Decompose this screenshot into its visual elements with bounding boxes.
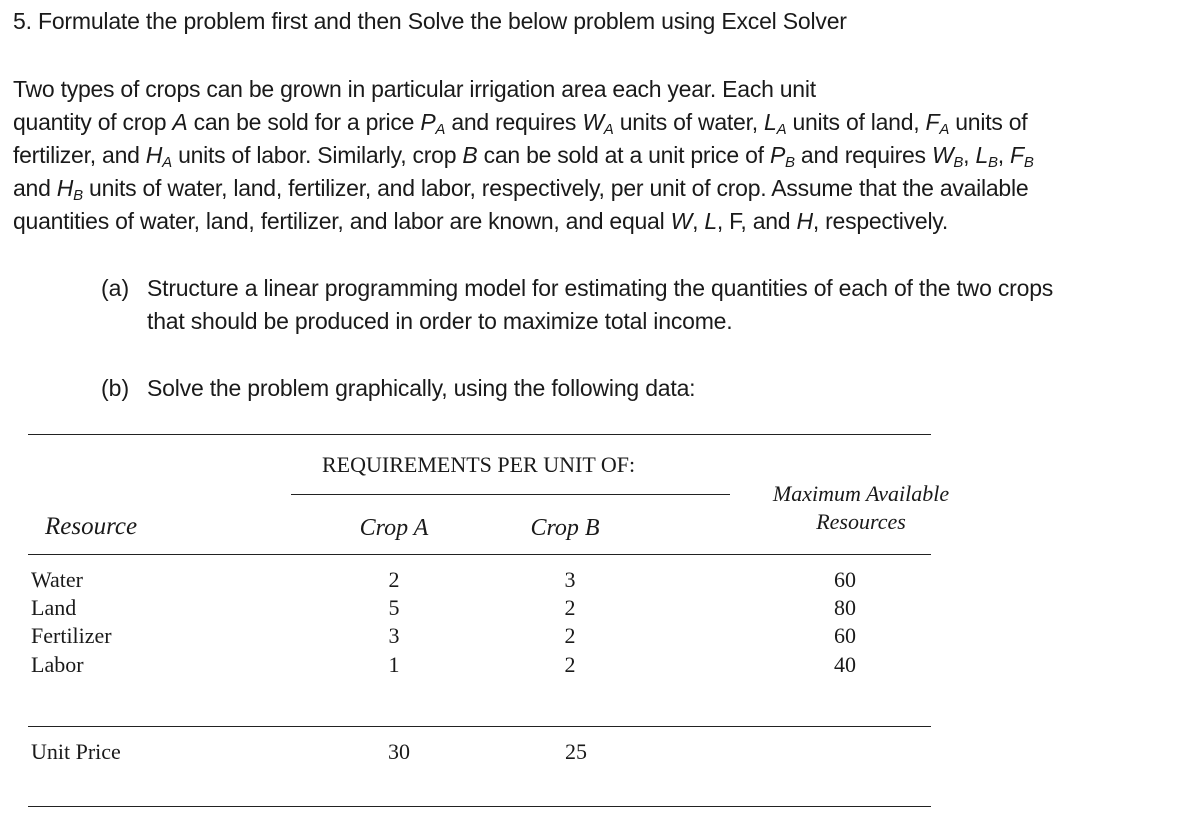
cell-resource: Fertilizer — [31, 623, 112, 648]
price-crop-a: 30 — [388, 739, 410, 764]
part-a-text-line-2: that should be produced in order to maximize total income. — [147, 308, 733, 334]
paragraph-line-3: fertilizer, and $H_A$ units of labor. Similarly, crop B can be sold at a unit price of $P_B$ and requires $W_B$, $L_B$, $F_B$ — [13, 142, 1034, 171]
price-label: Unit Price — [31, 739, 121, 764]
part-a-label: (a) — [101, 275, 130, 301]
paragraph-line-5: quantities of water, land, fertilizer, and labor are known, and equal W, L, F, and H, respectively. — [13, 208, 948, 234]
table-col-crop-b: Crop B — [530, 515, 600, 541]
table-col-resource: Resource — [45, 513, 138, 540]
paragraph-line-1: Two types of crops can be grown in particular irrigation area each year. Each unit — [13, 76, 816, 102]
cell-crop-a: 1 — [388, 652, 400, 677]
table-bottom-rule — [28, 806, 931, 807]
cell-max: 80 — [834, 595, 856, 620]
table-header-rule — [28, 554, 931, 555]
cell-crop-a: 2 — [388, 567, 400, 592]
cell-max: 40 — [834, 652, 856, 677]
table-group-rule — [291, 494, 730, 495]
paragraph-line-2: quantity of crop A can be sold for a price $P_A$ and requires $W_A$ units of water, $L_A$ units of land, $F_A$ units of — [13, 109, 1028, 138]
cell-max: 60 — [834, 567, 856, 592]
table-group-header: REQUIREMENTS PER UNIT OF: — [322, 452, 636, 477]
table-max-header-line-1: Maximum Available — [772, 481, 950, 506]
cell-resource: Labor — [31, 652, 84, 677]
part-b-label: (b) — [101, 375, 130, 401]
cell-max: 60 — [834, 623, 856, 648]
cell-crop-b: 3 — [564, 567, 576, 592]
paragraph-line-4: and $H_B$ units of water, land, fertilizer, and labor, respectively, per unit of crop. Assume that the available — [13, 175, 1029, 204]
table-max-header-line-2: Resources — [816, 509, 906, 534]
cell-crop-b: 2 — [564, 652, 576, 677]
part-a-text-line-1: Structure a linear programming model for estimating the quantities of each of the two crops — [147, 275, 1054, 301]
cell-resource: Water — [31, 567, 83, 592]
cell-crop-b: 2 — [564, 623, 576, 648]
part-b-text: Solve the problem graphically, using the following data: — [147, 375, 696, 401]
cell-resource: Land — [31, 595, 77, 620]
cell-crop-a: 3 — [388, 623, 400, 648]
question-heading: 5. Formulate the problem first and then Solve the below problem using Excel Solver — [13, 8, 847, 34]
cell-crop-a: 5 — [388, 595, 400, 620]
price-crop-b: 25 — [565, 739, 587, 764]
table-col-crop-a: Crop A — [359, 515, 429, 541]
table-top-rule — [28, 434, 931, 435]
table-price-rule — [28, 726, 931, 727]
cell-crop-b: 2 — [564, 595, 576, 620]
